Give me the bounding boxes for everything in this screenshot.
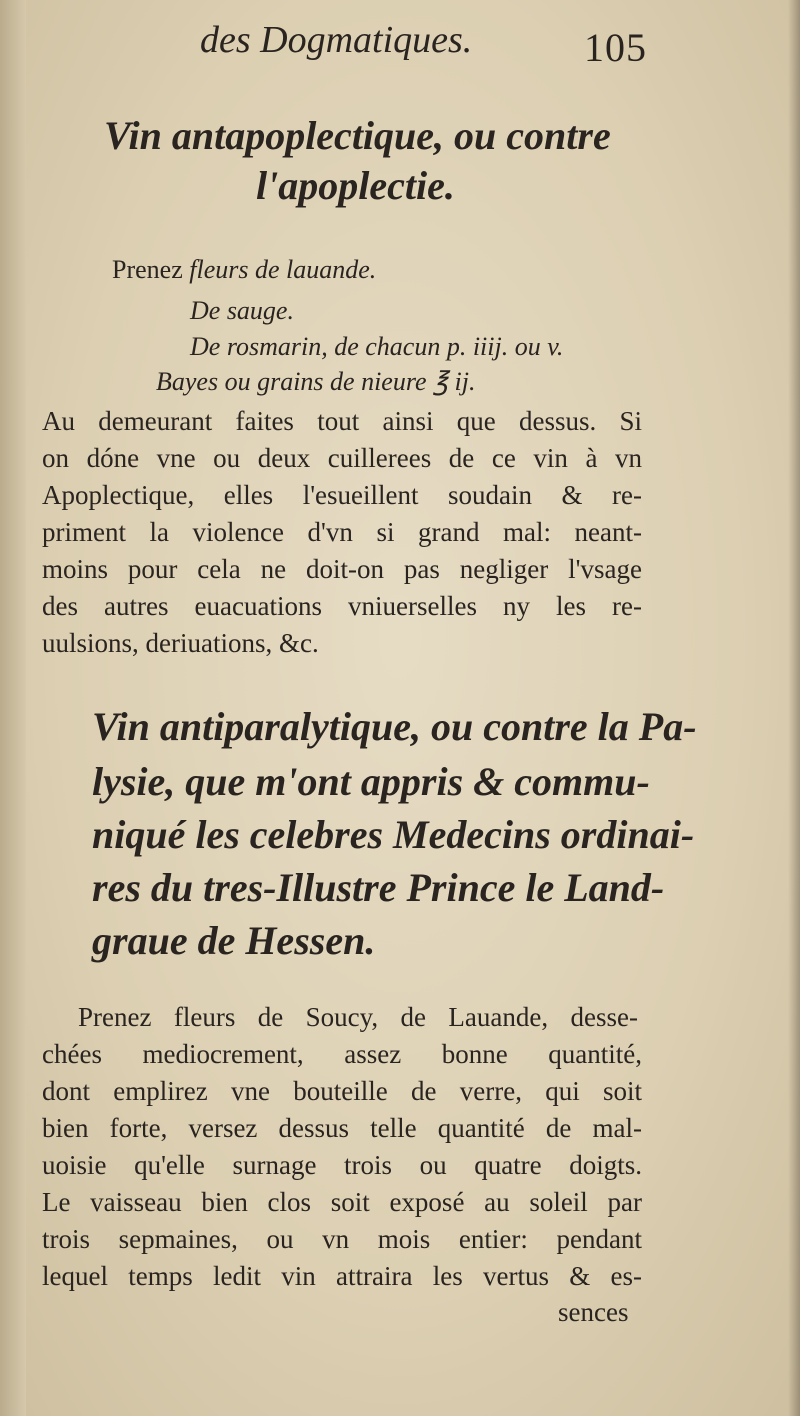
body-text-line: des autres euacuations vniuerselles ny les re-: [42, 591, 642, 621]
body-text-line: on dóne vne ou deux cuillerees de ce vin à vn: [42, 443, 642, 473]
section-title-line: res du tres-Illustre Prince le Land-: [92, 865, 665, 910]
body-text-line: Prenez fleurs de Soucy, de Lauande, desse-: [78, 1002, 638, 1032]
body-text-line: Au demeurant faites tout ainsi que dessus. Si: [42, 406, 642, 436]
page-gutter: [0, 0, 26, 1416]
page-number: 105: [584, 25, 647, 70]
section-title-line: graue de Hessen.: [92, 918, 376, 963]
body-text-line: lequel temps ledit vin attraira les vertus & es-: [42, 1261, 642, 1291]
section-title-line: l'apoplectie.: [256, 163, 455, 208]
recipe-lead: Prenez: [112, 255, 183, 284]
recipe-ingredient: Bayes ou grains de nieure ℥ ij.: [156, 367, 476, 396]
body-text-line: bien forte, versez dessus telle quantité de mal-: [42, 1113, 642, 1143]
section-title-line: Vin antapoplectique, ou contre: [104, 113, 611, 158]
section-title-line: niqué les celebres Medecins ordinai-: [92, 812, 695, 857]
recipe-ingredient: De rosmarin, de chacun p. iiij. ou v.: [190, 332, 564, 361]
page-edge-shadow: [788, 0, 800, 1416]
body-text-line: Le vaisseau bien clos soit exposé au soleil par: [42, 1187, 642, 1217]
recipe-ingredient: fleurs de lauande.: [189, 255, 377, 284]
recipe-line: [190, 296, 294, 326]
body-text-line: uulsions, deriuations, &c.: [42, 628, 319, 658]
body-text-line: dont emplirez vne bouteille de verre, qui soit: [42, 1076, 642, 1106]
recipe-ingredient: De sauge.: [190, 296, 294, 325]
body-text-line: uoisie qu'elle surnage trois ou quatre doigts.: [42, 1150, 642, 1180]
body-text-line: moins pour cela ne doit-on pas negliger l'vsage: [42, 554, 642, 584]
catchword: sences: [558, 1297, 629, 1327]
section-title-line: Vin antiparalytique, ou contre la Pa-: [92, 704, 697, 749]
recipe-line: [156, 367, 476, 397]
body-text-line: Apoplectique, elles l'esueillent soudain & re-: [42, 480, 642, 510]
section-title-line: lysie, que m'ont appris & commu-: [92, 759, 650, 804]
recipe-line: [112, 255, 376, 285]
body-text-line: trois sepmaines, ou vn mois entier: pendant: [42, 1224, 642, 1254]
running-head: des Dogmatiques.: [200, 19, 473, 61]
body-text-line: chées mediocrement, assez bonne quantité,: [42, 1039, 642, 1069]
body-text-line: priment la violence d'vn si grand mal: neant-: [42, 517, 642, 547]
recipe-line: [190, 332, 563, 362]
